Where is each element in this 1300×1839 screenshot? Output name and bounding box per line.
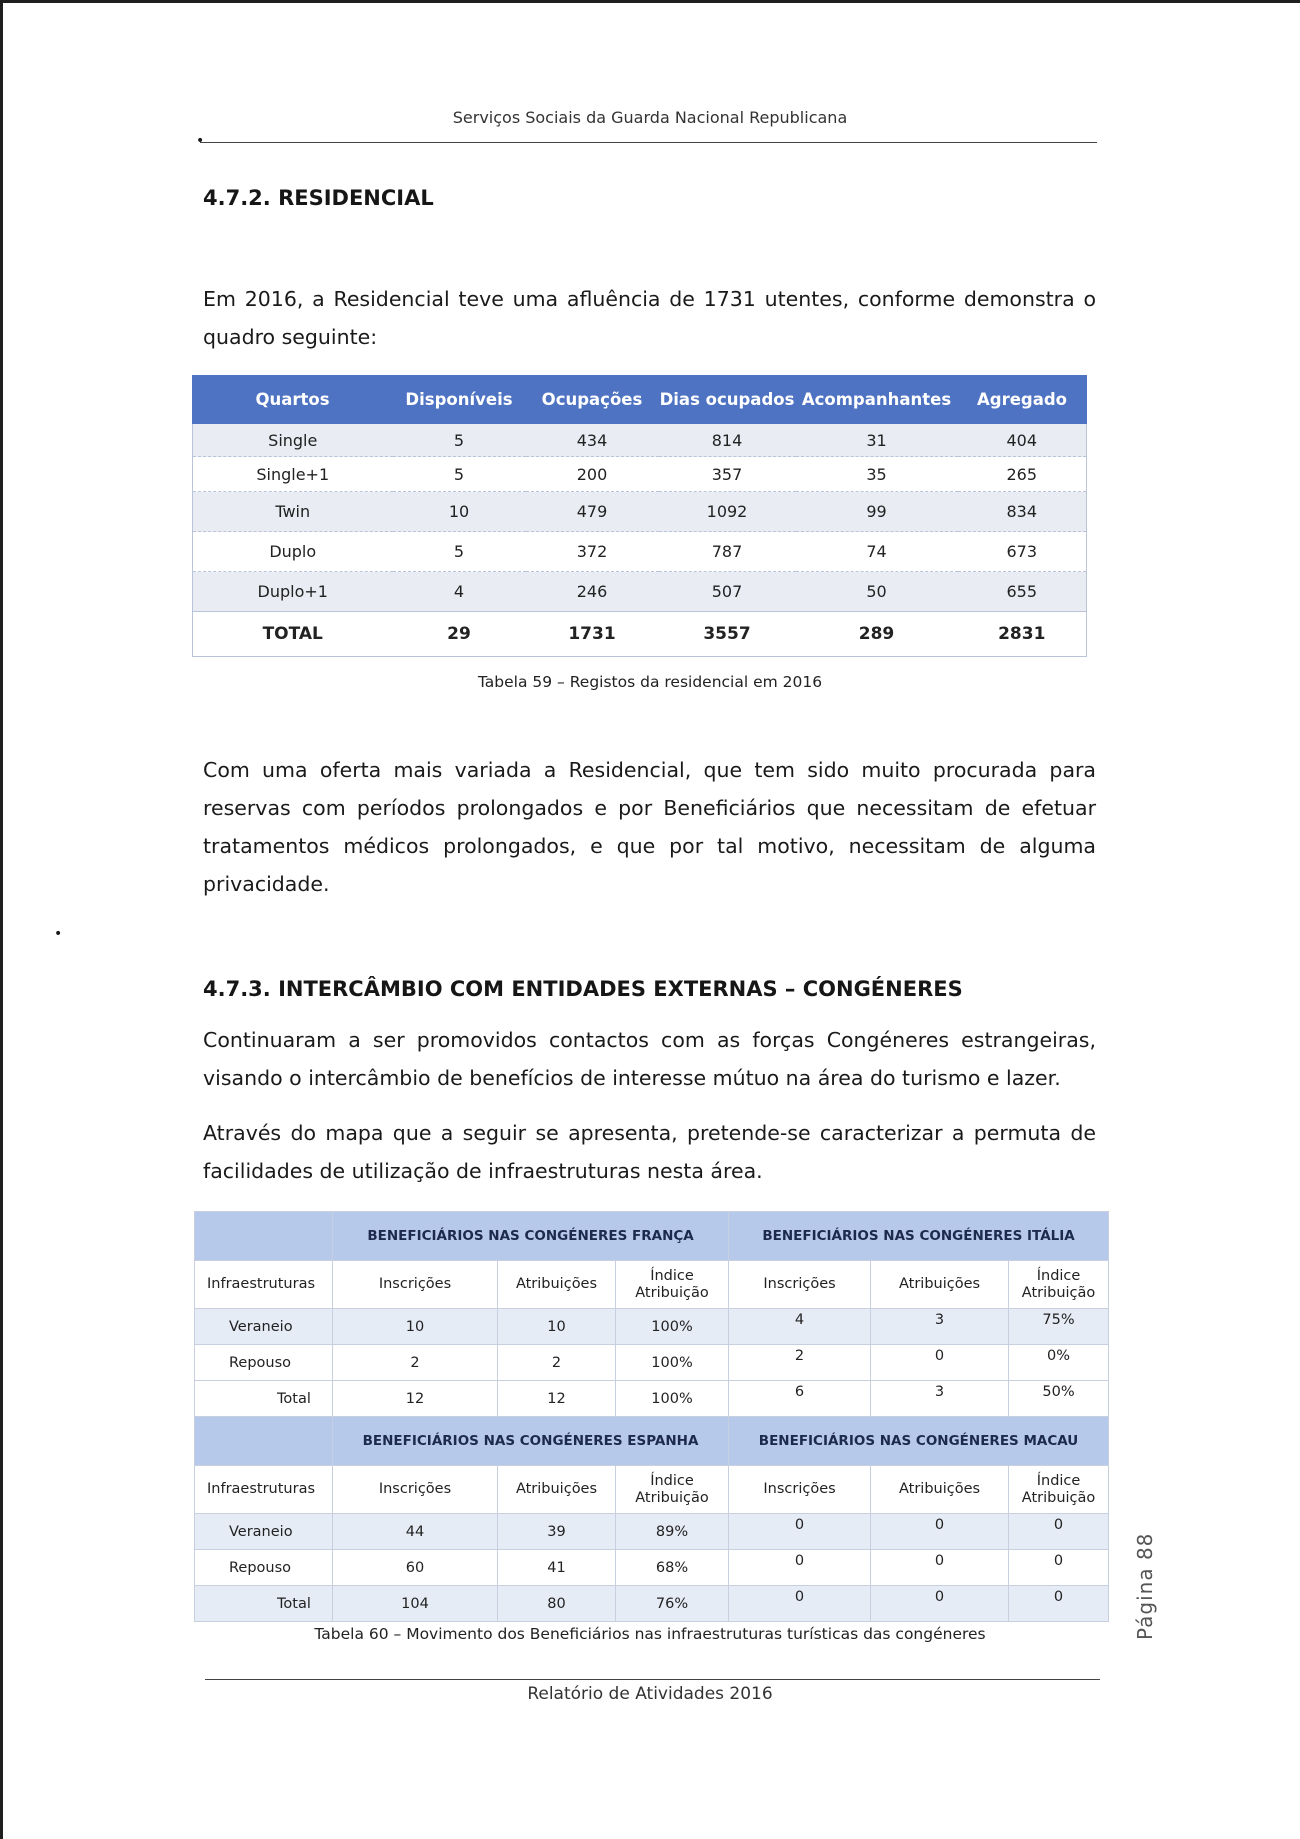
subheader-infraestruturas: Infraestruturas bbox=[195, 1261, 333, 1309]
band-title-italia: BENEFICIÁRIOS NAS CONGÉNERES ITÁLIA bbox=[729, 1212, 1109, 1261]
table-60-caption: Tabela 60 – Movimento dos Beneficiários nas infraestruturas turísticas das congéneres bbox=[314, 1625, 986, 1643]
cell-dias-ocupados: 787 bbox=[659, 532, 796, 572]
cell-ocupacoes: 200 bbox=[526, 457, 659, 492]
table-subheader-row bbox=[195, 1466, 1109, 1514]
margin-dot: • bbox=[54, 926, 63, 942]
cell-dias-ocupados: 814 bbox=[659, 424, 796, 457]
cell-agregado: 404 bbox=[958, 424, 1087, 457]
intercambio-paragraph-1: Continuaram a ser promovidos contactos com as forças Congéneres estrangeiras, visando o intercâmbio de benefícios de interesse mútuo na área do turismo e lazer. bbox=[203, 1028, 1096, 1090]
cell-agregado: 655 bbox=[958, 572, 1087, 612]
cell-dias-ocupados: 507 bbox=[659, 572, 796, 612]
cell-disponiveis: 5 bbox=[393, 532, 526, 572]
table-row bbox=[193, 532, 1087, 572]
header-dot: • bbox=[196, 133, 205, 149]
page-header: Serviços Sociais da Guarda Nacional Republicana bbox=[452, 108, 848, 127]
cell-indice: 50% bbox=[1009, 1381, 1109, 1417]
cell-acompanhantes: 74 bbox=[796, 532, 958, 572]
cell-infraestrutura: Total bbox=[195, 1381, 333, 1417]
cell-atribuicoes: 80 bbox=[498, 1586, 616, 1622]
cell-total-agregado: 2831 bbox=[958, 612, 1087, 657]
cell-inscricoes: 4 bbox=[729, 1309, 871, 1345]
subheader-indice-atribuicao: Índice Atribuição bbox=[1009, 1261, 1109, 1309]
table-59-caption: Tabela 59 – Registos da residencial em 2016 bbox=[477, 673, 823, 691]
subheader-indice-atribuicao: Índice Atribuição bbox=[616, 1466, 729, 1514]
cell-inscricoes: 2 bbox=[333, 1345, 498, 1381]
table-row bbox=[193, 424, 1087, 457]
cell-total-disponiveis: 29 bbox=[393, 612, 526, 657]
cell-indice: 0 bbox=[1009, 1586, 1109, 1622]
cell-total-ocupacoes: 1731 bbox=[526, 612, 659, 657]
col-header-acompanhantes: Acompanhantes bbox=[796, 376, 958, 424]
band-title-macau: BENEFICIÁRIOS NAS CONGÉNERES MACAU bbox=[729, 1417, 1109, 1466]
cell-quartos: Single bbox=[193, 424, 393, 457]
cell-atribuicoes: 39 bbox=[498, 1514, 616, 1550]
cell-indice: 0% bbox=[1009, 1345, 1109, 1381]
col-header-dias-ocupados: Dias ocupados bbox=[659, 376, 796, 424]
cell-atribuicoes: 2 bbox=[498, 1345, 616, 1381]
table-row bbox=[193, 457, 1087, 492]
col-header-ocupacoes: Ocupações bbox=[526, 376, 659, 424]
table-row bbox=[195, 1514, 1109, 1550]
table-total-row bbox=[193, 612, 1087, 657]
col-header-agregado: Agregado bbox=[958, 376, 1087, 424]
subheader-atribuicoes: Atribuições bbox=[871, 1261, 1009, 1309]
table-row bbox=[193, 492, 1087, 532]
cell-indice: 89% bbox=[616, 1514, 729, 1550]
residencial-body: Com uma oferta mais variada a Residencial, que tem sido muito procurada para reservas com períodos prolongados e por Beneficiários que necessitam de efetuar tratamentos médicos prolongados, e que por tal motivo, necessitam de alguma privacidade. bbox=[203, 758, 1096, 896]
cell-atribuicoes: 0 bbox=[871, 1514, 1009, 1550]
cell-agregado: 834 bbox=[958, 492, 1087, 532]
page-number: Página 88 bbox=[1133, 1532, 1157, 1640]
band-title-franca: BENEFICIÁRIOS NAS CONGÉNERES FRANÇA bbox=[333, 1212, 729, 1261]
cell-inscricoes: 0 bbox=[729, 1586, 871, 1622]
cell-indice: 100% bbox=[616, 1309, 729, 1345]
cell-agregado: 265 bbox=[958, 457, 1087, 492]
cell-ocupacoes: 372 bbox=[526, 532, 659, 572]
cell-atribuicoes: 0 bbox=[871, 1586, 1009, 1622]
cell-indice: 68% bbox=[616, 1550, 729, 1586]
subheader-atribuicoes: Atribuições bbox=[498, 1466, 616, 1514]
table-row bbox=[195, 1309, 1109, 1345]
cell-inscricoes: 44 bbox=[333, 1514, 498, 1550]
cell-inscricoes: 0 bbox=[729, 1550, 871, 1586]
residencial-intro: Em 2016, a Residencial teve uma afluência de 1731 utentes, conforme demonstra o quadro seguinte: bbox=[203, 287, 1096, 349]
cell-agregado: 673 bbox=[958, 532, 1087, 572]
table-row bbox=[195, 1586, 1109, 1622]
cell-acompanhantes: 35 bbox=[796, 457, 958, 492]
intercambio-paragraph-2: Através do mapa que a seguir se apresenta, pretende-se caracterizar a permuta de facilidades de utilização de infraestruturas nesta área. bbox=[203, 1121, 1096, 1183]
cell-quartos: Duplo bbox=[193, 532, 393, 572]
table-subheader-row bbox=[195, 1261, 1109, 1309]
table-band-row bbox=[195, 1417, 1109, 1466]
cell-inscricoes: 12 bbox=[333, 1381, 498, 1417]
table-band-row bbox=[195, 1212, 1109, 1261]
cell-disponiveis: 10 bbox=[393, 492, 526, 532]
cell-ocupacoes: 479 bbox=[526, 492, 659, 532]
cell-disponiveis: 4 bbox=[393, 572, 526, 612]
cell-indice: 0 bbox=[1009, 1550, 1109, 1586]
cell-disponiveis: 5 bbox=[393, 457, 526, 492]
cell-total-acompanhantes: 289 bbox=[796, 612, 958, 657]
cell-infraestrutura: Veraneio bbox=[195, 1309, 333, 1345]
cell-atribuicoes: 3 bbox=[871, 1309, 1009, 1345]
cell-acompanhantes: 50 bbox=[796, 572, 958, 612]
cell-atribuicoes: 0 bbox=[871, 1345, 1009, 1381]
cell-indice: 100% bbox=[616, 1345, 729, 1381]
cell-inscricoes: 10 bbox=[333, 1309, 498, 1345]
subheader-indice-atribuicao: Índice Atribuição bbox=[616, 1261, 729, 1309]
section-heading-residencial: 4.7.2. RESIDENCIAL bbox=[203, 186, 434, 210]
header-rule bbox=[200, 142, 1097, 143]
cell-quartos: Single+1 bbox=[193, 457, 393, 492]
cell-atribuicoes: 0 bbox=[871, 1550, 1009, 1586]
cell-acompanhantes: 99 bbox=[796, 492, 958, 532]
subheader-inscricoes: Inscrições bbox=[333, 1261, 498, 1309]
cell-total-label: TOTAL bbox=[193, 612, 393, 657]
table-row bbox=[195, 1381, 1109, 1417]
table-congeneres bbox=[194, 1211, 1109, 1622]
table-header-row bbox=[193, 376, 1087, 424]
cell-ocupacoes: 246 bbox=[526, 572, 659, 612]
subheader-atribuicoes: Atribuições bbox=[498, 1261, 616, 1309]
band-spacer bbox=[195, 1212, 333, 1261]
table-row bbox=[195, 1345, 1109, 1381]
cell-atribuicoes: 3 bbox=[871, 1381, 1009, 1417]
cell-indice: 75% bbox=[1009, 1309, 1109, 1345]
cell-inscricoes: 104 bbox=[333, 1586, 498, 1622]
footer-rule bbox=[205, 1679, 1100, 1680]
subheader-infraestruturas: Infraestruturas bbox=[195, 1466, 333, 1514]
cell-quartos: Duplo+1 bbox=[193, 572, 393, 612]
table-row bbox=[193, 572, 1087, 612]
band-title-espanha: BENEFICIÁRIOS NAS CONGÉNERES ESPANHA bbox=[333, 1417, 729, 1466]
cell-inscricoes: 6 bbox=[729, 1381, 871, 1417]
subheader-indice-atribuicao: Índice Atribuição bbox=[1009, 1466, 1109, 1514]
cell-inscricoes: 2 bbox=[729, 1345, 871, 1381]
cell-atribuicoes: 41 bbox=[498, 1550, 616, 1586]
cell-atribuicoes: 10 bbox=[498, 1309, 616, 1345]
band-spacer bbox=[195, 1417, 333, 1466]
cell-infraestrutura: Repouso bbox=[195, 1345, 333, 1381]
cell-atribuicoes: 12 bbox=[498, 1381, 616, 1417]
table-residencial bbox=[192, 375, 1087, 657]
cell-indice: 0 bbox=[1009, 1514, 1109, 1550]
cell-acompanhantes: 31 bbox=[796, 424, 958, 457]
subheader-inscricoes: Inscrições bbox=[729, 1261, 871, 1309]
cell-indice: 76% bbox=[616, 1586, 729, 1622]
cell-dias-ocupados: 1092 bbox=[659, 492, 796, 532]
cell-total-dias-ocupados: 3557 bbox=[659, 612, 796, 657]
col-header-quartos: Quartos bbox=[193, 376, 393, 424]
col-header-disponiveis: Disponíveis bbox=[393, 376, 526, 424]
cell-infraestrutura: Veraneio bbox=[195, 1514, 333, 1550]
cell-dias-ocupados: 357 bbox=[659, 457, 796, 492]
section-heading-intercambio: 4.7.3. INTERCÂMBIO COM ENTIDADES EXTERNAS – CONGÉNERES bbox=[203, 977, 963, 1001]
cell-infraestrutura: Total bbox=[195, 1586, 333, 1622]
page-footer: Relatório de Atividades 2016 bbox=[527, 1684, 773, 1704]
cell-disponiveis: 5 bbox=[393, 424, 526, 457]
subheader-atribuicoes: Atribuições bbox=[871, 1466, 1009, 1514]
cell-inscricoes: 0 bbox=[729, 1514, 871, 1550]
cell-inscricoes: 60 bbox=[333, 1550, 498, 1586]
table-row bbox=[195, 1550, 1109, 1586]
subheader-inscricoes: Inscrições bbox=[729, 1466, 871, 1514]
subheader-inscricoes: Inscrições bbox=[333, 1466, 498, 1514]
cell-quartos: Twin bbox=[193, 492, 393, 532]
cell-infraestrutura: Repouso bbox=[195, 1550, 333, 1586]
cell-ocupacoes: 434 bbox=[526, 424, 659, 457]
cell-indice: 100% bbox=[616, 1381, 729, 1417]
